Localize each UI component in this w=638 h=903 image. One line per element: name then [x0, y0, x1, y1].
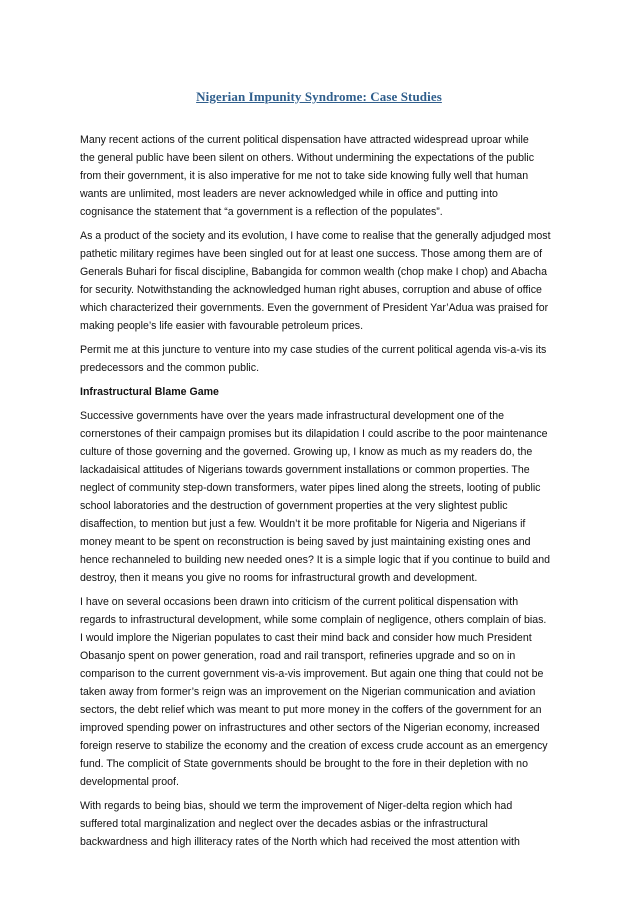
text-line: comparison to the current government vis-a-vis improvement. But again one thing that could not be: [80, 668, 544, 680]
section-heading: [80, 383, 565, 401]
text-line: As a product of the society and its evolution, I have come to realise that the generally adjudged most: [80, 230, 551, 242]
text-line: which characterized their governments. Even the government of President Yar’Adua was praised for: [80, 302, 549, 314]
text-line: suffered total marginalization and neglect over the decades asbias or the infrastructural: [80, 818, 488, 830]
body-paragraph: [80, 407, 565, 587]
text-line: regards to infrastructural development, while some complain of negligence, others complain of bias.: [80, 614, 547, 626]
text-line: I have on several occasions been drawn into criticism of the current political dispensation with: [80, 596, 519, 608]
text-line: school laboratories and the destruction of government properties at the very slightest public: [80, 500, 508, 512]
text-line: the general public have been silent on others. Without undermining the expectations of the public: [80, 152, 535, 164]
text-line: neglect of community step-down transformers, water pipes lined along the streets, looting of public: [80, 482, 541, 494]
text-line: cornerstones of their campaign promises but its dilapidation I could ascribe to the poor maintenance: [80, 428, 548, 440]
text-line: wants are unlimited, most leaders are never acknowledged while in office and putting into: [80, 188, 498, 200]
text-line: destroy, then it means you give no rooms for infrastructural growth and development.: [80, 572, 478, 584]
text-line: Many recent actions of the current political dispensation have attracted widespread uproar while: [80, 134, 529, 146]
body-paragraph: [80, 131, 565, 221]
text-line: culture of those governing and the governed. Growing up, I know as much as my readers do, the: [80, 446, 533, 458]
text-line: improved spending power on infrastructures and other sectors of the Nigerian economy, increased: [80, 722, 540, 734]
text-line: pathetic military regimes have been singled out for at least one success. Those among them are of: [80, 248, 543, 260]
text-line: Permit me at this juncture to venture into my case studies of the current political agenda vis-a-vis its: [80, 344, 547, 356]
text-line: With regards to being bias, should we term the improvement of Niger-delta region which had: [80, 800, 513, 812]
body-paragraph: [80, 227, 565, 335]
text-line: hence rechanneled to building new needed ones? It is a simple logic that if you continue to build and: [80, 554, 550, 566]
body-paragraph: [80, 341, 565, 377]
body-paragraph: [80, 797, 565, 851]
text-line: Generals Buhari for fiscal discipline, Babangida for common wealth (chop make I chop) and Abacha: [80, 266, 547, 278]
text-line: backwardness and high illiteracy rates of the North which had received the most attention with: [80, 836, 520, 848]
text-line: developmental proof.: [80, 776, 179, 788]
text-line: foreign reserve to stabilize the economy and the creation of excess crude account as an emergency: [80, 740, 548, 752]
document-title: Nigerian Impunity Syndrome: Case Studies: [196, 89, 442, 104]
text-line: cognisance the statement that “a government is a reflection of the populates”.: [80, 206, 443, 218]
text-line: sectors, the debt relief which was meant to put more money in the coffers of the government for an: [80, 704, 542, 716]
text-line: money meant to be spent on reconstruction is being saved by just maintaining existing ones and: [80, 536, 531, 548]
text-line: Successive governments have over the years made infrastructural development one of the: [80, 410, 504, 422]
text-line: for security. Notwithstanding the acknowledged human right abuses, corruption and abuse of office: [80, 284, 542, 296]
body-paragraph: [80, 593, 565, 791]
text-line: taken away from former’s reign was an improvement on the Nigerian communication and aviation: [80, 686, 536, 698]
document-body: [80, 131, 565, 857]
text-line: from their government, it is also imperative for me not to take side knowing fully well that human: [80, 170, 529, 182]
text-line: making people’s life easier with favourable petroleum prices.: [80, 320, 364, 332]
text-line: I would implore the Nigerian populates to cast their mind back and consider how much President: [80, 632, 532, 644]
text-line: fund. The complicit of State governments should be brought to the fore in their depletion with no: [80, 758, 528, 770]
text-line: lackadaisical attitudes of Nigerians towards government installations or common properties. The: [80, 464, 530, 476]
text-line: Infrastructural Blame Game: [80, 386, 219, 398]
text-line: disaffection, to mention but just a few. Wouldn’t it be more profitable for Nigeria and Nigerians if: [80, 518, 526, 530]
text-line: predecessors and the common public.: [80, 362, 260, 374]
text-line: Obasanjo spent on power generation, road and rail transport, refineries upgrade and so on in: [80, 650, 516, 662]
